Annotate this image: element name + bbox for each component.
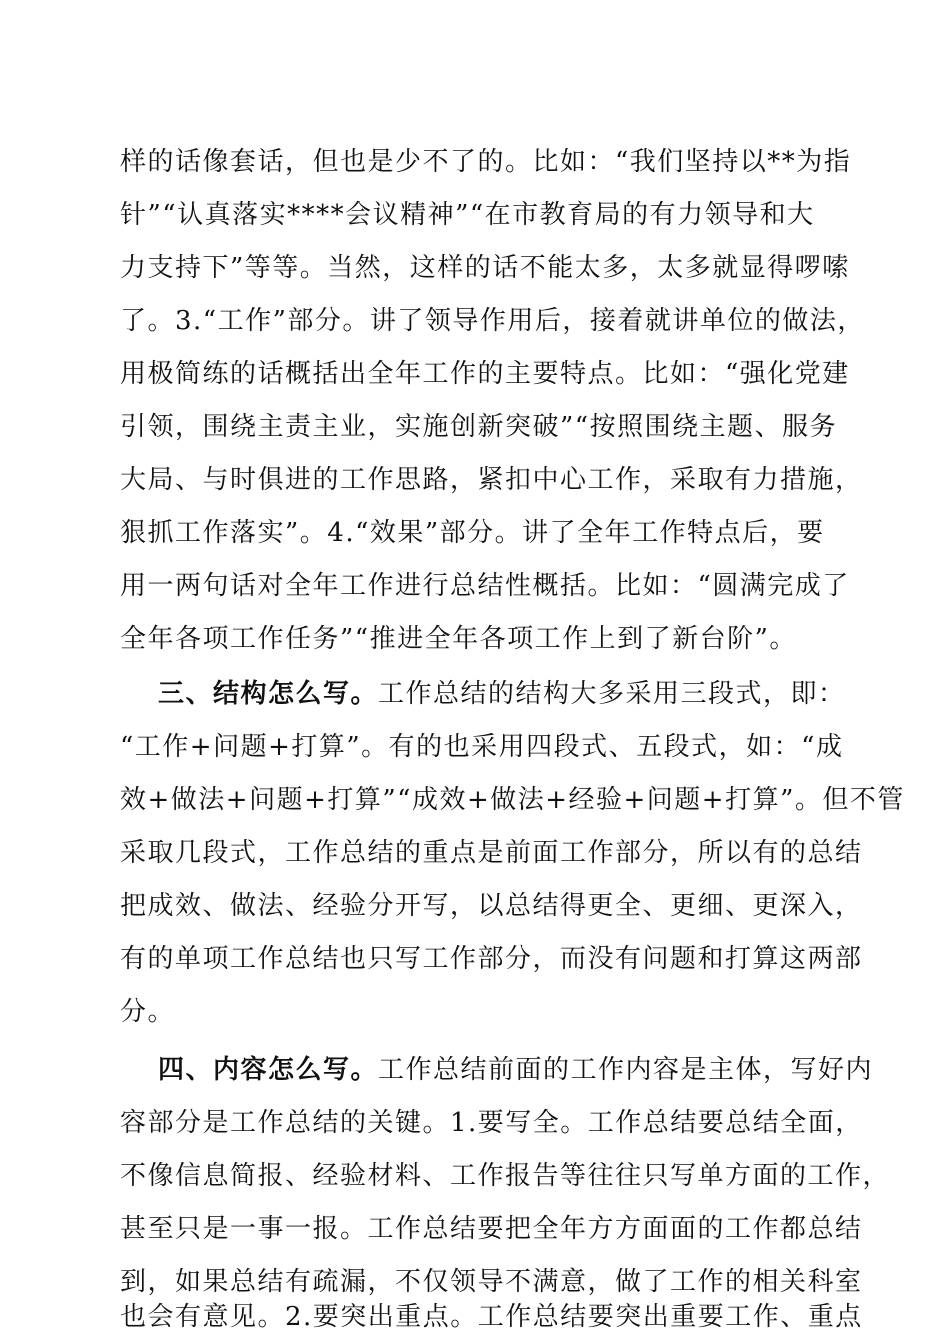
section-heading-content: 四、内容怎么写。: [158, 1055, 379, 1085]
text-line: 用极简练的话概括出全年工作的主要特点。比如：“强化党建: [120, 359, 850, 389]
text-run: 工作总结前面的工作内容是主体，写好内: [378, 1055, 874, 1085]
text-line: 把成效、做法、经验分开写，以总结得更全、更细、更深入，: [120, 891, 863, 921]
text-line: 引领，围绕主责主业，实施创新突破”“按照围绕主题、服务: [120, 412, 838, 442]
text-line: 力支持下”等等。当然，这样的话不能太多，太多就显得啰嗦: [120, 253, 850, 283]
text-line: 到，如果总结有疏漏，不仅领导不满意，做了工作的相关科室: [120, 1267, 863, 1297]
text-line: 有的单项工作总结也只写工作部分，而没有问题和打算这两部: [120, 944, 863, 974]
section-heading-structure: 三、结构怎么写。: [158, 679, 379, 709]
paragraph-first-line: [158, 677, 846, 711]
text-line: 效+做法+问题+打算”“成效+做法+经验+问题+打算”。但不管: [120, 785, 905, 815]
text-run: 工作总结的结构大多采用三段式，即：: [378, 679, 846, 709]
text-line: 采取几段式，工作总结的重点是前面工作部分，所以有的总结: [120, 838, 863, 868]
text-line: 了。3.“工作”部分。讲了领导作用后，接着就讲单位的做法，: [120, 306, 865, 336]
text-line: 分。: [120, 997, 176, 1027]
text-line: 容部分是工作总结的关键。1.要写全。工作总结要总结全面，: [120, 1108, 863, 1138]
text-line: “工作+问题+打算”。有的也采用四段式、五段式，如：“成: [120, 732, 844, 762]
text-line: 用一两句话对全年工作进行总结性概括。比如：“圆满完成了: [120, 571, 850, 601]
text-line: 针”“认真落实****会议精神”“在市教育局的有力领导和大: [120, 200, 815, 230]
text-line: 全年各项工作任务”“推进全年各项工作上到了新台阶”。: [120, 624, 797, 654]
text-line: 甚至只是一事一报。工作总结要把全年方方面面的工作都总结: [120, 1214, 863, 1244]
paragraph-first-line: [158, 1053, 873, 1087]
text-line: 样的话像套话，但也是少不了的。比如：“我们坚持以**为指: [120, 147, 852, 177]
text-line: 狠抓工作落实”。4.“效果”部分。讲了全年工作特点后，要: [120, 518, 825, 548]
text-line: 也会有意见。2.要突出重点。工作总结要突出重要工作、重点: [120, 1302, 863, 1332]
text-line: 不像信息简报、经验材料、工作报告等往往只写单方面的工作，: [120, 1161, 891, 1191]
text-line: 大局、与时俱进的工作思路，紧扣中心工作，采取有力措施，: [120, 465, 863, 495]
